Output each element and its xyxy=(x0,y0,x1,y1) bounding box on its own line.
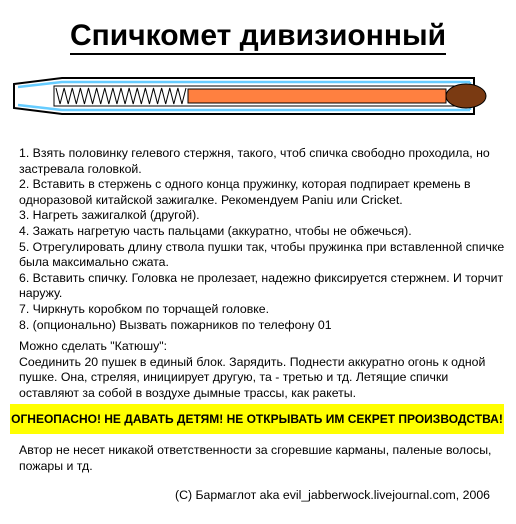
instructions-list xyxy=(19,146,505,333)
step-item: 8. (опционально) Вызвать пожарников по телефону 01 xyxy=(19,317,332,332)
katyusha-section xyxy=(19,339,505,401)
matchstick xyxy=(188,89,446,103)
step-item: 7. Чиркнуть коробком по торчащей головке. xyxy=(19,301,270,316)
step-item: 4. Зажать нагретую часть пальцами (аккуратно, чтобы не обжечься). xyxy=(19,223,412,238)
page-title xyxy=(0,18,516,55)
disclaimer-text: Автор не несет никакой ответственности за сгоревшие карманы, паленые волосы, пожары и тд. xyxy=(19,443,492,473)
title-text: Спичкомет дивизионный xyxy=(70,19,446,55)
warning-banner: ОГНЕОПАСНО! НЕ ДАВАТЬ ДЕТЯМ! НЕ ОТКРЫВАТЬ ИМ СЕКРЕТ ПРОИЗВОДСТВА! xyxy=(10,404,504,434)
credit-text: (C) Бармаглот aka evil_jabberwock.livejournal.com, 2006 xyxy=(174,488,490,502)
match-head xyxy=(446,84,486,108)
katyusha-body: Соединить 20 пушек в единый блок. Зарядить. Поднести аккуратно огонь к одной пушке. Она, стреляя, инициирует другую, та - третью и тд. Летящие спички оставляют за собой в воздухе дымные трассы, как ракеты. xyxy=(19,354,486,400)
match-gun-diagram xyxy=(0,66,516,132)
katyusha-heading: Можно сделать "Катюшу": xyxy=(19,339,168,353)
step-item: 2. Вставить в стержень с одного конца пружинку, которая подпирает кремень в одноразовой китайской зажигалке. Рекомендуем Paniu или Cricket. xyxy=(19,177,471,207)
step-item: 5. Отрегулировать длину ствола пушки так, чтобы пружинка при вставленной спичке была максимально сжата. xyxy=(19,239,505,270)
step-item: 1. Взять половинку гелевого стержня, такого, чтоб спичка свободно проходила, но застревала головкой. xyxy=(19,146,490,176)
step-item: 3. Нагреть зажигалкой (другой). xyxy=(19,208,200,223)
step-item: 6. Вставить спичку. Головка не пролезает, надежно фиксируется стержнем. И торчит наружу. xyxy=(19,270,504,301)
